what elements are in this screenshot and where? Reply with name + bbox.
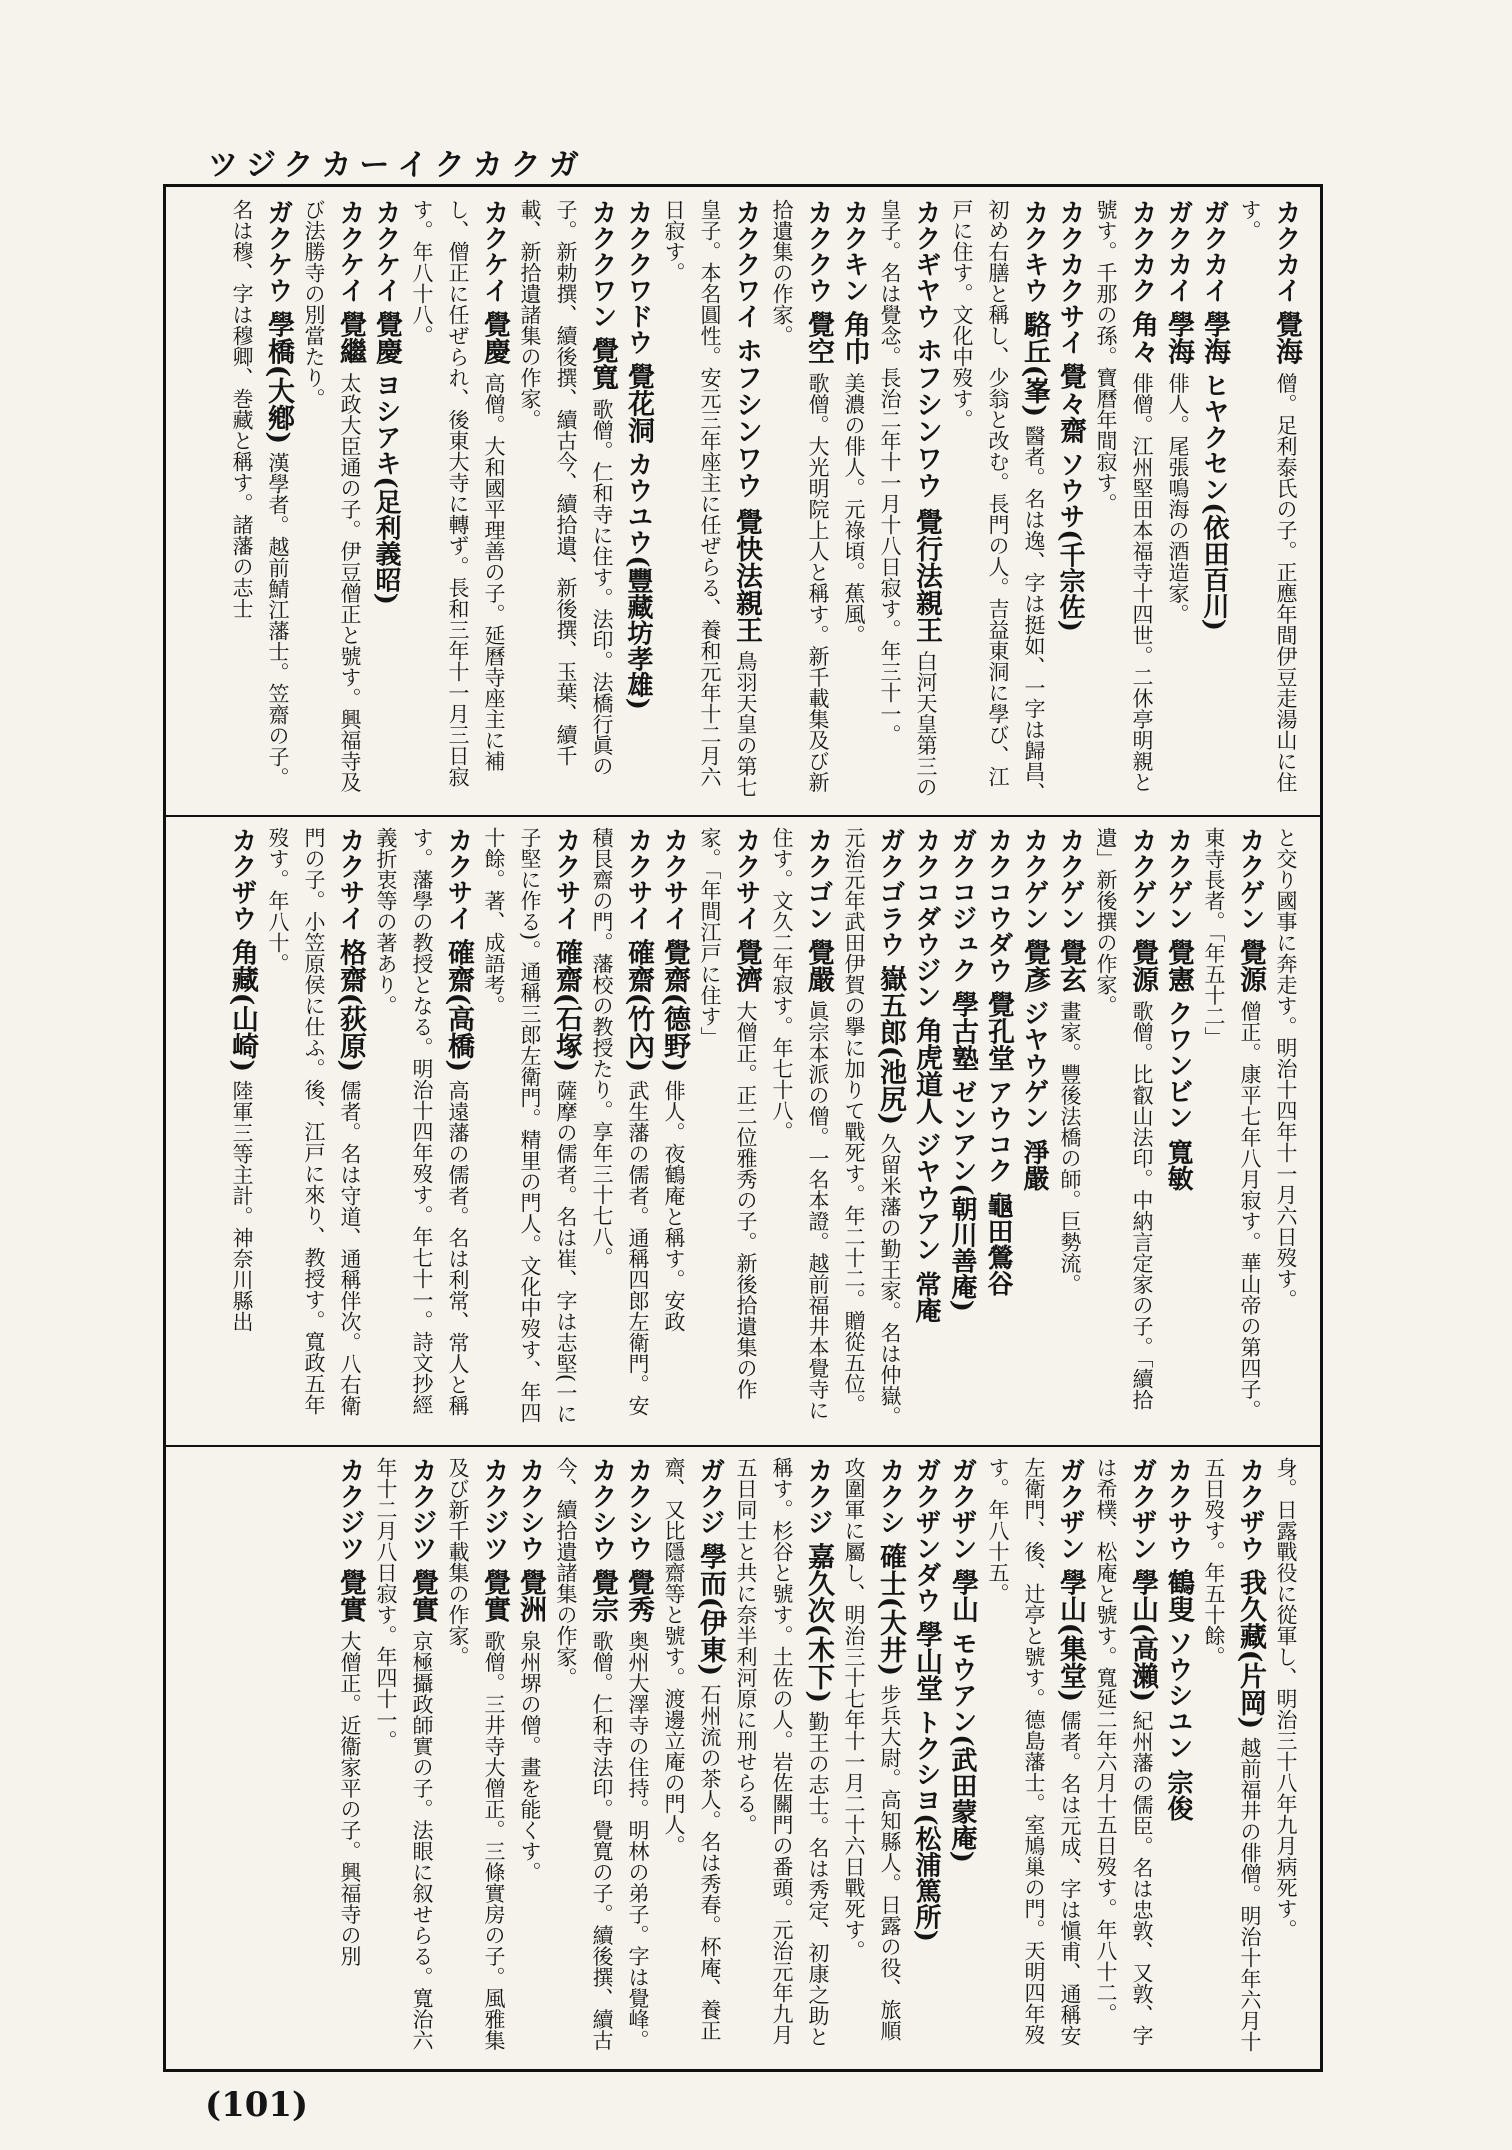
entry-description: 儒者。名は元成、字は愼甫、通稱安左衛門、後、辻亭と號す。德島藩士。室鳩巢の門。天明四年歿す。年八十五。 xyxy=(986,1457,1082,2046)
dictionary-entry xyxy=(368,1457,440,2059)
entry-description: 奥州大澤寺の住持。明林の弟子。字は覺峰。 xyxy=(626,1630,650,2051)
entry-description: 俳人。尾張鳴海の酒造家。 xyxy=(1166,372,1190,625)
page-number: (101) xyxy=(205,2085,309,2125)
entry-headword: 嶽五郎(池尻) xyxy=(875,964,906,1126)
entry-description: 歌僧。比叡山法印。中納言定家の子。「續拾遺」新後撰の作家。 xyxy=(1094,827,1154,1410)
entry-headword: 學山(高瀨) xyxy=(1127,1568,1158,1703)
entry-description: 泉州堺の僧。畫を能くす。 xyxy=(518,1630,542,1883)
entry-reading: ガクゴラウ xyxy=(875,827,905,957)
entry-reading: カクゲン xyxy=(1163,827,1193,931)
band-bottom xyxy=(166,1445,1320,2069)
entry-reading: カククワイ xyxy=(731,199,761,329)
entry-reading: カククワドウ xyxy=(623,199,653,355)
entry-cross-reference: ソウシユン 宗俊 xyxy=(1163,1630,1193,1822)
dictionary-entry xyxy=(620,199,656,805)
running-head: ツジクカーイクカクガ xyxy=(208,148,587,183)
entry-description: 美濃の俳人。元祿頃。蕉風。 xyxy=(842,372,866,646)
entry-cross-reference: クワンビン 寬敏 xyxy=(1163,1000,1193,1192)
entry-description: 陸軍三等主計。神奈川縣出 xyxy=(230,1079,254,1332)
entry-headword: 學而(伊東) xyxy=(695,1542,726,1677)
entry-headword: 覺孔堂 xyxy=(983,990,1014,1072)
entry-headword: 覺憲 xyxy=(1163,938,1194,993)
entry-headword: 學海 xyxy=(1199,310,1230,365)
entry-headword: 覺慶 xyxy=(371,310,402,365)
entry-reading: カクキン xyxy=(839,199,869,303)
dictionary-entry xyxy=(980,827,1016,1435)
entry-cross-reference: ジヤウゲン 淨嚴 xyxy=(1019,1000,1049,1192)
entry-reading: カククワン xyxy=(587,199,617,329)
entry-headword: 學山堂 xyxy=(911,1620,942,1702)
entry-description: 身。日露戰役に從軍し、明治三十八年九月病死す。 xyxy=(1274,1457,1298,1940)
entry-reading: カクゲン xyxy=(1019,827,1049,931)
entry-headword: 學海 xyxy=(1163,310,1194,365)
entry-reading: ガクザン xyxy=(947,1457,977,1561)
entry-headword: 角虎道人 xyxy=(911,1016,942,1125)
entry-reading: カクサイ xyxy=(443,827,473,931)
entry-description: 漢學者。越前鯖江藩士。笠齋の子。名は穆、字は穆卿、巻藏と稱す。諸藩の志士 xyxy=(230,199,290,788)
entry-description: 大僧正。近衞家平の子。興福寺の別 xyxy=(338,1630,362,1967)
entry-reading: ガクザンダウ xyxy=(911,1457,941,1613)
entry-headword: 覺海 xyxy=(1271,310,1302,365)
entry-headword: 覺宗 xyxy=(587,1568,618,1623)
dictionary-entry xyxy=(1196,1457,1268,2059)
dictionary-entry xyxy=(512,1457,548,2059)
dictionary-entry xyxy=(656,199,764,805)
entry-reading: カクゲン xyxy=(1055,827,1085,931)
entry-description: 歌僧。大光明院上人と稱す。新千載集及び新拾遺集の作家。 xyxy=(770,199,830,793)
band-bottom-columns xyxy=(176,1457,1304,2059)
entry-reading: ガクザン xyxy=(1055,1457,1085,1561)
entry-description: 俳人。夜鶴庵と稱す。安政 xyxy=(662,1079,686,1332)
dictionary-entry xyxy=(548,1457,620,2059)
entry-description: 太政大臣通の子。伊豆僧正と號す。興福寺及び法勝寺の別當たり。 xyxy=(302,199,362,793)
dictionary-entry xyxy=(980,1457,1088,2059)
entry-reading: ガクコジュク xyxy=(947,827,977,983)
entry-reading: カククウ xyxy=(803,199,833,303)
entry-description: 僧正。康平七年八月寂す。華山帝の第四子。東寺長者。「年五十二」 xyxy=(1202,827,1262,1421)
dictionary-entry xyxy=(692,827,764,1435)
entry-headword: 覺花洞 xyxy=(623,362,654,444)
entry-headword: 覺玄 xyxy=(1055,938,1086,993)
dictionary-entry xyxy=(1196,827,1268,1435)
entry-reading: カクゲン xyxy=(1235,827,1265,931)
entry-headword: 學山(集堂) xyxy=(1055,1568,1086,1703)
entry-headword: 格齋(荻原) xyxy=(335,938,366,1073)
entry-description: と交り國事に奔走す。明治十四年十一月六日歿す。 xyxy=(1274,827,1298,1310)
entry-headword: 覺實 xyxy=(335,1568,366,1623)
dictionary-entry xyxy=(836,827,908,1435)
entry-cross-reference: トクシヨ(松浦篤所) xyxy=(911,1709,941,1942)
dictionary-entry xyxy=(1232,199,1304,805)
dictionary-entry xyxy=(620,1457,656,2059)
entry-reading: カクギヤウ xyxy=(911,199,941,329)
entry-reading: カクサイ xyxy=(335,827,365,931)
entry-description: 久留米藩の勤王家。名は仲嶽。元治元年武田伊賀の擧に加りて戰死す。年二十二。贈從五位。 xyxy=(842,827,902,1427)
entry-reading: カクケイ xyxy=(371,199,401,303)
entry-description: 眞宗本派の僧。一名本證。越前福井本覺寺に住す。文久二年寂す。年七十八。 xyxy=(770,827,830,1421)
entry-headword: 學橋(大鄕) xyxy=(263,310,294,445)
entry-reading: ガクカイ xyxy=(1199,199,1229,303)
dictionary-entry xyxy=(368,199,404,805)
entry-reading: カクカクサイ xyxy=(1055,199,1085,355)
dictionary-entry xyxy=(944,1457,980,2059)
entry-reading: カクシウ xyxy=(587,1457,617,1561)
entry-reading: カクザウ xyxy=(1235,1457,1265,1561)
entry-headword: 覺繼 xyxy=(335,310,366,365)
entry-description: 畫家。豐後法橋の師。巨勢流。 xyxy=(1058,1000,1082,1295)
entry-reading: カクジ xyxy=(803,1457,833,1535)
dictionary-entry xyxy=(1088,827,1160,1435)
entry-headword: 覺洲 xyxy=(515,1568,546,1623)
entry-description: 京極攝政師實の子。法眼に叙せらる。寬治六年十二月八日寂す。年四十一。 xyxy=(374,1457,434,2051)
entry-reading: ガクカイ xyxy=(1163,199,1193,303)
entry-headword: 覺々齋 xyxy=(1055,362,1086,444)
entry-reading: カクサウ xyxy=(1163,1457,1193,1561)
entry-reading: カクサイ xyxy=(623,827,653,931)
entry-reading: カクジツ xyxy=(479,1457,509,1561)
entry-description: 歌僧。仁和寺に住す。法印。法橋行眞の子。新勅撰、續後撰、續古今、續拾遺、新後撰、玉葉、續千載、新拾遺諸集の作家。 xyxy=(518,199,614,777)
entry-headword: 確齋(石塚) xyxy=(551,938,582,1073)
dictionary-entry xyxy=(836,199,872,805)
entry-reading: カクザウ xyxy=(227,827,257,931)
entry-headword: ホフシンワウ 覺行法親王 xyxy=(911,336,942,644)
entry-reading: カクゲン xyxy=(1127,827,1157,931)
entry-description: 大僧正。正二位雅秀の子。新後拾遺集の作家。「年間江戸に住す」 xyxy=(698,827,758,1400)
entry-headword: 嘉久次(木下) xyxy=(803,1542,834,1704)
entry-cross-reference: ゼンアン(朝川善庵) xyxy=(947,1079,977,1312)
dictionary-entry xyxy=(224,827,260,1435)
entry-cross-reference: カウユウ(豐藏坊孝雄) xyxy=(623,451,653,710)
dictionary-entry xyxy=(656,1457,728,2059)
entry-headword: 確士(大井) xyxy=(875,1542,906,1677)
entry-headword: 覺實 xyxy=(407,1568,438,1623)
entry-reading: カクキウ xyxy=(1019,199,1049,303)
entry-reading: カクサイ xyxy=(731,827,761,931)
dictionary-entry xyxy=(1160,199,1196,805)
dictionary-entry xyxy=(1088,1457,1160,2059)
dictionary-entry xyxy=(1268,1457,1304,2059)
dictionary-entry xyxy=(1016,827,1052,1435)
band-top-columns xyxy=(176,199,1304,805)
entry-headword: 確齋(高橋) xyxy=(443,938,474,1073)
entry-description: 歌僧。三井寺大僧正。三條實房の子。風雅集及び新千載集の作家。 xyxy=(446,1457,506,2051)
entry-headword: ホフシンワウ 覺快法親王 xyxy=(731,336,762,644)
entry-headword: 角巾 xyxy=(839,310,870,365)
entry-headword: 角々 xyxy=(1127,310,1158,365)
entry-description: 石州流の茶人。名は秀春。杯庵、養正齋、又比隱齋等と號す。渡邊立庵の門人。 xyxy=(662,1457,722,2041)
entry-headword: 覺秀 xyxy=(623,1568,654,1623)
entry-cross-reference: アウコク 龜田鶯谷 xyxy=(983,1079,1013,1297)
entry-cross-reference: ヨシアキ(足利義昭) xyxy=(371,372,401,605)
entry-description: 高僧。大和國平理善の子。延曆寺座主に補し、僧正に任ぜられ、後東大寺に轉ず。長和三年十一月三日寂す。年八十八。 xyxy=(410,199,506,787)
dictionary-entry xyxy=(944,827,980,1435)
dictionary-entry xyxy=(404,199,512,805)
dictionary-entry xyxy=(764,827,836,1435)
entry-reading: カクカク xyxy=(1127,199,1157,303)
entry-headword: 覺源 xyxy=(1127,938,1158,993)
entry-headword: 覺齋(德野) xyxy=(659,938,690,1073)
dictionary-entry xyxy=(872,199,944,805)
dictionary-entry xyxy=(1268,827,1304,1435)
entry-headword: 角藏(山崎) xyxy=(227,938,258,1073)
entry-headword: 覺彥 xyxy=(1019,938,1050,993)
entry-headword: 駱丘(峯) xyxy=(1019,310,1050,418)
entry-description: 白河天皇第三の皇子。名は覺念。長治二年十一月十八日寂す。年三十一。 xyxy=(878,199,938,798)
entry-reading: カクシウ xyxy=(623,1457,653,1561)
dictionary-entry xyxy=(944,199,1052,805)
entry-headword: 學古塾 xyxy=(947,990,978,1072)
dictionary-entry xyxy=(584,827,656,1435)
entry-cross-reference: ジヤウアン 常庵 xyxy=(911,1132,941,1324)
dictionary-entry xyxy=(1052,199,1088,805)
dictionary-entry xyxy=(1088,199,1160,805)
band-middle-columns xyxy=(176,827,1304,1435)
entry-reading: カクサイ xyxy=(551,827,581,931)
dictionary-entry xyxy=(1052,827,1088,1435)
entry-reading: カクジツ xyxy=(407,1457,437,1561)
entry-headword: 覺空 xyxy=(803,310,834,365)
entry-reading: カクケイ xyxy=(335,199,365,303)
entry-headword: 覺慶 xyxy=(479,310,510,365)
entry-description: 武生藩の儒者。通稱四郎左衛門。安積艮齋の門。藩校の教授たり。享年三十七八。 xyxy=(590,827,650,1416)
dictionary-entry xyxy=(656,827,692,1435)
entry-cross-reference: ソウサ(千宗佐) xyxy=(1055,451,1085,632)
dictionary-entry xyxy=(368,827,476,1435)
entry-reading: カクシ xyxy=(875,1457,905,1535)
entry-reading: カクコダウジン xyxy=(911,827,941,1009)
entry-description: 俳僧。江州堅田本福寺十四世。二休亭明親と號す。千那の孫。寶曆年間寂す。 xyxy=(1094,199,1154,793)
entry-reading: ガクザン xyxy=(1127,1457,1157,1561)
dictionary-entry xyxy=(836,1457,908,2059)
entry-reading: カクカイ xyxy=(1271,199,1301,303)
entry-reading: ガクジ xyxy=(695,1457,725,1535)
entry-description: 薩摩の儒者。名は崔、字は志堅(一に子堅に作る)。通稱三郎左衛門。精里の門人。文化中歿す、年四十餘。著、成語考。 xyxy=(482,827,578,1425)
entry-reading: カクジツ xyxy=(335,1457,365,1561)
dictionary-entry xyxy=(1160,1457,1196,2059)
entry-reading: カクサイ xyxy=(659,827,689,931)
dictionary-entry xyxy=(908,827,944,1435)
entry-reading: カクゴン xyxy=(803,827,833,931)
dictionary-entry xyxy=(764,199,836,805)
dictionary-entry xyxy=(908,1457,944,2059)
dictionary-entry xyxy=(332,1457,368,2059)
entry-reading: カクシウ xyxy=(515,1457,545,1561)
entry-headword: 鶴叟 xyxy=(1163,1568,1194,1623)
entry-headword: 覺實 xyxy=(479,1568,510,1623)
entry-description: 紀州藩の儒臣。名は忠敦、又敦、字は希樸、松庵と號す。寬延二年六月十五日歿す。年八十二。 xyxy=(1094,1457,1154,2046)
entry-headword: 學山 xyxy=(947,1568,978,1623)
dictionary-entry xyxy=(1196,199,1232,805)
entry-headword: 覺寬 xyxy=(587,336,618,391)
entry-headword: 覺濟 xyxy=(731,938,762,993)
entry-description: 勤王の志士。名は秀定、初康之助と稱す。杉谷と號す。土佐の人。岩佐關門の番頭。元治元年九月五日同士と共に奈半利河原に刑せらる。 xyxy=(734,1457,830,2047)
entry-description: 僧。足利泰氏の子。正應年間伊豆走湯山に住す。 xyxy=(1238,199,1298,793)
entry-description: 高遠藩の儒者。名は利常、常人と稱す。藩學の教授となる。明治十四年歿す。年七十一。詩文抄經義折衷等の著あり。 xyxy=(374,827,470,1416)
entry-description: 越前福井の俳僧。明治十年六月十五日歿す。年五十餘。 xyxy=(1202,1457,1262,2052)
dictionary-frame xyxy=(163,184,1323,2072)
dictionary-entry xyxy=(260,827,368,1435)
dictionary-entry xyxy=(296,199,368,805)
dictionary-entry xyxy=(512,199,620,805)
entry-headword: 覺嚴 xyxy=(803,938,834,993)
dictionary-entry xyxy=(728,1457,836,2059)
entry-headword: 確齋(竹內) xyxy=(623,938,654,1073)
dictionary-entry xyxy=(1160,827,1196,1435)
dictionary-entry xyxy=(224,199,296,805)
entry-reading: カクコウダウ xyxy=(983,827,1013,983)
entry-description: 儒者。名は守道、通稱伴次。八右衛門の子。小笠原侯に仕ふ。後、江戸に來り、教授す。寬政五年歿す。年八十。 xyxy=(266,827,362,1416)
dictionary-entry xyxy=(476,827,584,1435)
entry-reading: ガクケウ xyxy=(263,199,293,303)
entry-headword: 我久藏(片岡) xyxy=(1235,1568,1266,1730)
band-middle xyxy=(166,815,1320,1447)
entry-description: 歌僧。仁和寺法印。覺寬の子。續後撰、續古今、續拾遺諸集の作家。 xyxy=(554,1457,614,2051)
dictionary-entry xyxy=(440,1457,512,2059)
entry-description: 鳥羽天皇の第七皇子。本名圓性。安元三年座主に任ぜらる、養和元年十二月六日寂す。 xyxy=(662,199,758,798)
band-top xyxy=(166,187,1320,817)
entry-headword: 覺源 xyxy=(1235,938,1266,993)
entry-description: 醫者。名は逸、字は挺如、一字は歸昌、初め右膳と稱し、少翁と改む。長門の人。吉益東洞に學び、江戸に住す。文化中歿す。 xyxy=(950,199,1046,803)
entry-cross-reference: モウアン(武田蒙庵) xyxy=(947,1630,977,1863)
entry-reading: カクケイ xyxy=(479,199,509,303)
entry-cross-reference: ヒヤクセン(依田百川) xyxy=(1199,372,1229,631)
entry-description: 步兵大尉。高知縣人。日露の役、旅順攻圍軍に屬し、明治三十七年十一月二十六日戰死す。 xyxy=(842,1457,902,2041)
